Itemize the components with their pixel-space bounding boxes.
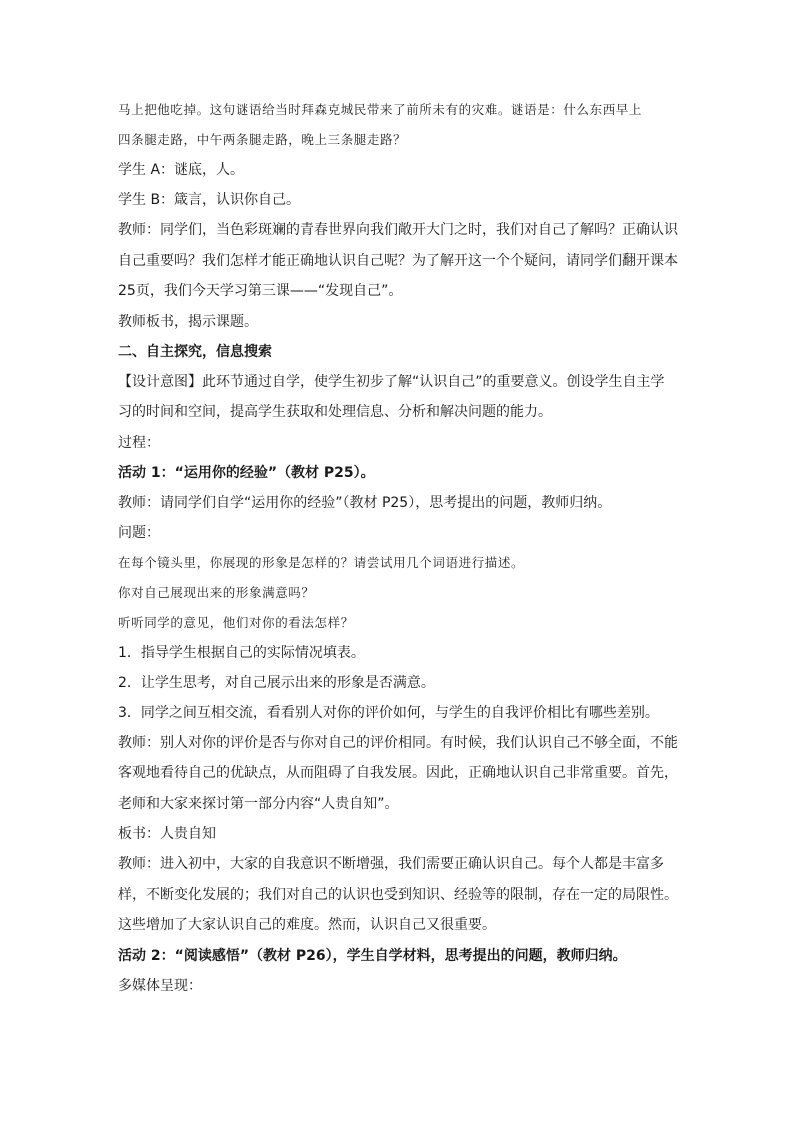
question-label: 问题： (118, 524, 160, 541)
board-writing-line: 教师板书，揭示课题。 (118, 313, 258, 330)
teacher-evaluation-paragraph (118, 728, 678, 820)
activity-2-heading: 活动 2：“阅读感悟”（教材 P26），学生自学材料，思考提出的问题，教师归纳。 (118, 947, 627, 964)
question-item-1: 在每个镜头里，你展现的形象是怎样的？请尝试用几个词语进行描述。 (118, 554, 525, 570)
student-a-line: 学生 A：谜底，人。 (118, 162, 245, 178)
activity-1-heading: 活动 1：“运用你的经验”（教材 P25）。 (118, 464, 375, 481)
riddle-text-line-1: 马上把他吃掉。这句谜语给当时拜森克城民带来了前所未有的灾难。谜语是：什么东西早上 (118, 102, 643, 117)
question-item-2: 你对自己展现出来的形象满意吗？ (118, 584, 315, 600)
board-writing-topic: 板书：人贵自知 (118, 826, 216, 842)
multimedia-label: 多媒体呈现： (118, 977, 202, 994)
design-intent-text: 【设计意图】此环节通过自学，使学生初步了解“认识自己”的重要意义。创设学生自主学习的时间和空间，提高学生获取和处理信息、分析和解决问题的能力。 (118, 373, 665, 420)
student-b-line: 学生 B：箴言，认识你自己。 (118, 192, 301, 208)
teacher-instruction-line: 教师：请同学们自学“运用你的经验”（教材 P25），思考提出的问题，教师归纳。 (118, 494, 612, 511)
teacher-evaluation-text: 教师：别人对你的评价是否与你对自己的评价相同。有时候，我们认识自己不够全面，不能客观地看待自己的优缺点，从而阻碍了自我发展。因此，正确地认识自己非常重要。首先，老师和大家来探讨第一部分内容“人贵自知”。 (118, 734, 678, 812)
question-item-3: 听听同学的意见，他们对你的看法怎样？ (118, 614, 354, 630)
teacher-intro-text: 教师：同学们，当色彩斑斓的青春世界向我们敞开大门之时，我们对自己了解吗？正确认识自己重要吗？我们怎样才能正确地认识自己呢？为了解开这一个个疑问，请同学们翻开课本25页，我们今天学习第三课——“发现自己”。 (118, 222, 678, 299)
teacher-selfawareness-paragraph (118, 849, 678, 941)
step-3: 3．同学之间互相交流，看看别人对你的评价如何，与学生的自我评价相比有哪些差别。 (118, 704, 659, 721)
process-label: 过程： (118, 434, 160, 451)
riddle-text-line-2: 四条腿走路，中午两条腿走路，晚上三条腿走路？ (118, 132, 407, 147)
teacher-selfawareness-text: 教师：进入初中，大家的自我意识不断增强，我们需要正确认识自己。每个人都是丰富多样，不断变化发展的；我们对自己的认识也受到知识、经验等的限制，存在一定的局限性。这些增加了大家认识自己的难度。然而，认识自己又很重要。 (118, 856, 678, 933)
section-heading: 二、自主探究，信息搜索 (118, 343, 272, 360)
teacher-intro-paragraph (118, 215, 678, 307)
step-1: 1．指导学生根据自己的实际情况填表。 (118, 644, 365, 661)
design-intent-paragraph (118, 367, 678, 428)
step-2: 2．让学生思考，对自己展示出来的形象是否满意。 (118, 674, 435, 691)
